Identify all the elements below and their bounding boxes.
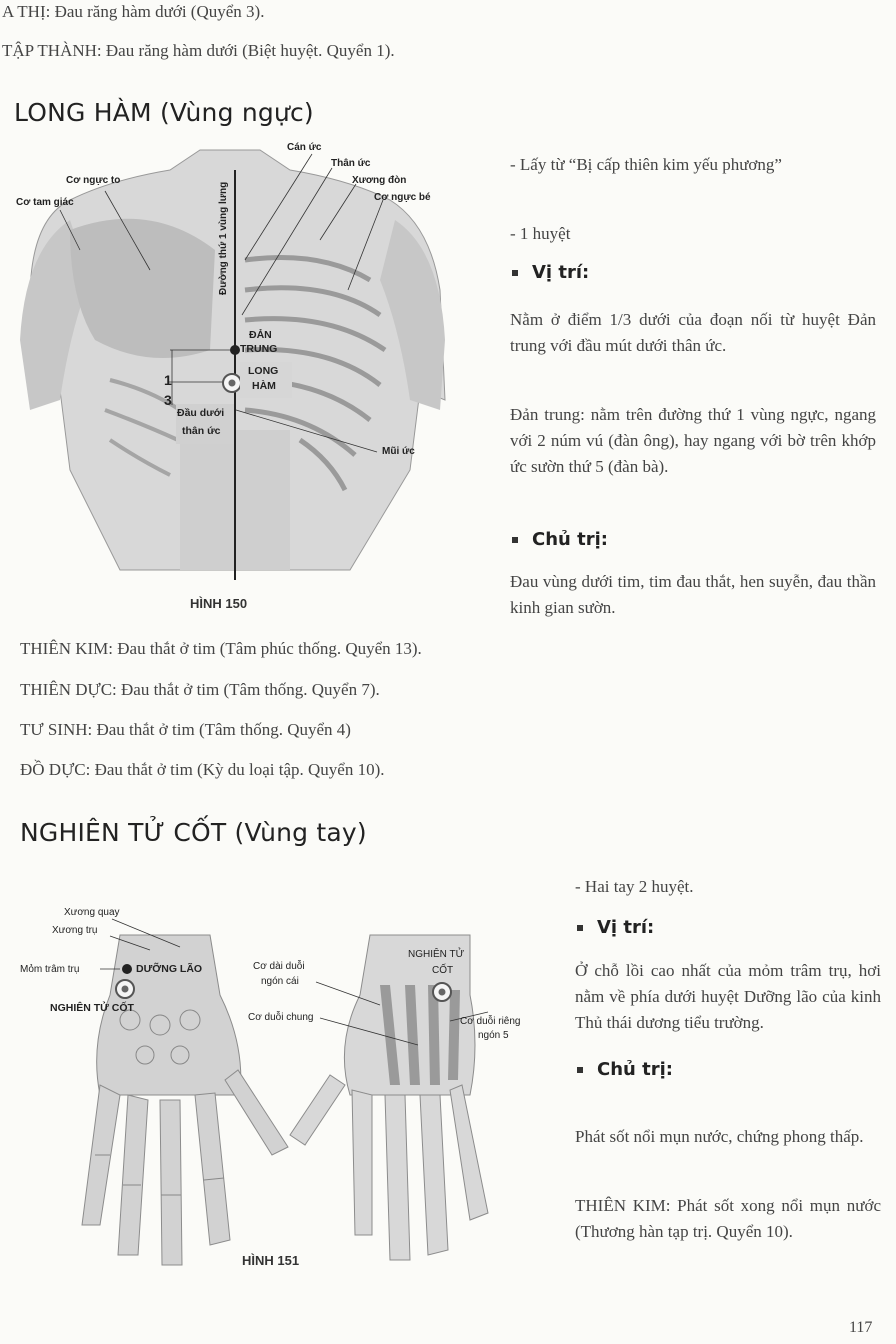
label-ngon-5: ngón 5 [478,1030,509,1041]
label-ham: HÀM [252,380,276,392]
label-nghien-tu-right: NGHIÊN TỬ [408,949,465,960]
label-ngon-cai: ngón cái [261,976,299,987]
figure-caption: HÌNH 151 [242,1253,300,1268]
label-xuong-don: Xương đòn [352,175,407,186]
label-dau-duoi: Đầu dưới [177,407,225,419]
hands-illustration [0,895,560,1280]
label-co-tam-giac: Cơ tam giác [16,197,74,208]
text-line: THIÊN KIM: Đau thắt ở tim (Tâm phúc thống. Quyển 13). [20,639,422,658]
bullet-icon [512,270,518,276]
subheading-position: Vị trí: [512,262,589,283]
label-mom-tram-tru: Mỏm trâm trụ [20,964,80,975]
page-number: 117 [849,1319,873,1336]
label-co-dai-duoi: Cơ dài duỗi [253,961,305,972]
subheading-indication: Chủ trị: [577,1059,673,1080]
bullet-icon [512,537,518,543]
bullet-icon [577,925,583,931]
label-fraction-3: 3 [164,392,172,408]
bullet-icon [577,1067,583,1073]
figure-caption: HÌNH 150 [190,596,248,611]
label-duong-thu-1: Đường thứ 1 vùng lưng [218,181,229,295]
label-co-duoi-chung: Cơ duỗi chung [248,1012,314,1023]
figure-151 [0,895,560,1280]
indication-text: Phát sốt nổi mụn nước, chứng phong thấp. [575,1127,864,1146]
text-line: TẬP THÀNH: Đau răng hàm dưới (Biệt huyệt. Quyển 1). [2,41,395,60]
label-long: LONG [248,365,279,377]
subheading-position: Vị trí: [577,917,654,938]
label-mui-uc: Mũi ức [382,446,415,457]
label-trung: TRUNG [240,343,278,355]
torso-illustration [0,140,470,620]
label-fraction-1: 1 [164,372,172,388]
label-co-nguc-be: Cơ ngực bé [374,192,431,203]
section-title: LONG HÀM (Vùng ngực) [14,98,314,127]
label-xuong-quay: Xương quay [64,907,120,918]
indication-text: Đau vùng dưới tim, tim đau thắt, hen suyễn, đau thần kinh gian sườn. [510,572,876,617]
label-duong-lao: DƯỠNG LÃO [136,963,203,975]
label-co-nguc-to: Cơ ngực to [66,175,121,186]
intro-text: - 1 huyệt [510,224,571,243]
label-co-duoi-rieng: Cơ duỗi riêng [460,1016,521,1027]
intro-text: - Lấy từ “Bị cấp thiên kim yếu phương” [510,155,782,174]
intro-text: - Hai tay 2 huyệt. [575,877,694,896]
label-than-uc: Thân ức [331,158,371,169]
text-line: TƯ SINH: Đau thắt ở tim (Tâm thống. Quyển 4) [20,720,351,739]
text-line: THIÊN DỰC: Đau thắt ở tim (Tâm thống. Quyển 7). [20,680,380,699]
figure-150 [0,140,470,620]
position-text: Nằm ở điểm 1/3 dưới của đoạn nối từ huyệt Đản trung với đầu mút dưới thân ức. [510,310,876,355]
text-line: ĐỒ DỰC: Đau thắt ở tim (Kỳ du loại tập. Quyển 10). [20,760,385,779]
label-dan: ĐẢN [249,329,272,341]
text-line: A THỊ: Đau răng hàm dưới (Quyển 3). [2,2,265,21]
label-nghien-tu-cot-left: NGHIÊN TỬ CỐT [50,1002,134,1014]
label-cot-right: CỐT [432,965,454,976]
indication-text: THIÊN KIM: Phát sốt xong nổi mụn nước (Thương hàn tạp trị. Quyển 10). [575,1196,881,1241]
subheading-indication: Chủ trị: [512,529,608,550]
position-text: Đản trung: nằm trên đường thứ 1 vùng ngực, ngang với 2 núm vú (đàn ông), hay ngang với bờ trên khớp ức sườn thứ 5 (đàn bà). [510,405,876,476]
position-text: Ở chỗ lồi cao nhất của mỏm trâm trụ, hơi nằm về phía dưới huyệt Dưỡng lão của kinh Thủ thái dương tiểu trường. [575,961,881,1032]
label-can-uc: Cán ức [287,142,322,153]
label-than-uc-2: thân ức [182,425,221,437]
label-xuong-tru: Xương trụ [52,925,98,936]
section-title: NGHIÊN TỬ CỐT (Vùng tay) [20,818,367,847]
